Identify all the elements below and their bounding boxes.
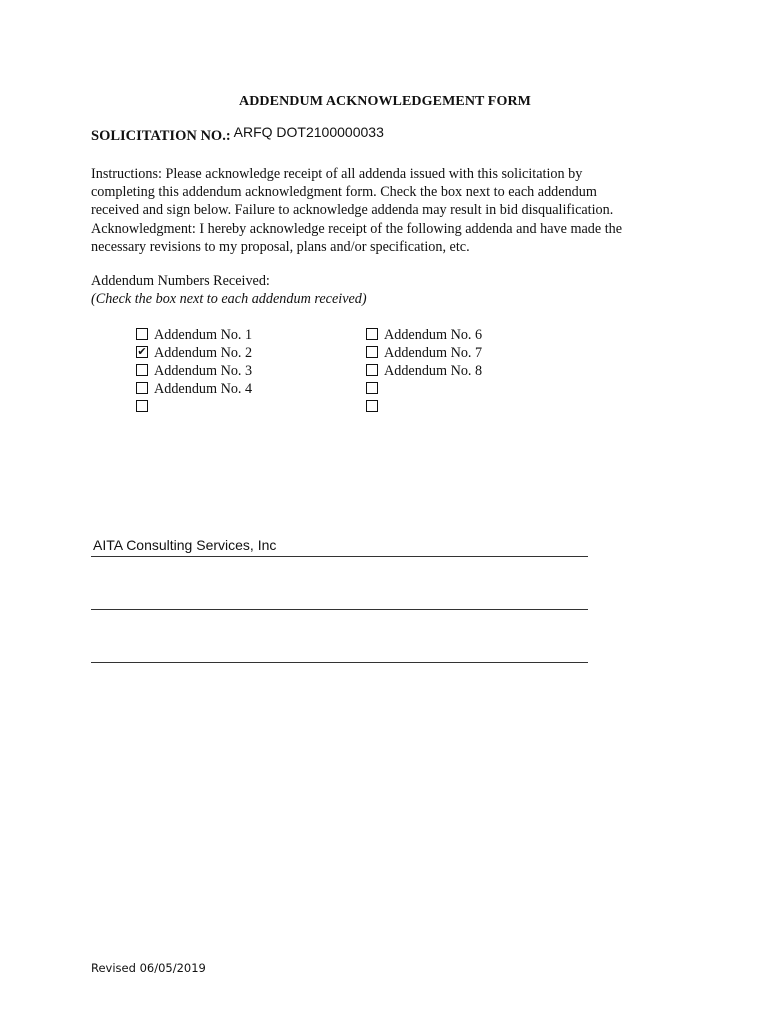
signature-line-company: [91, 556, 588, 557]
checkbox[interactable]: [136, 364, 148, 376]
checkbox-checked[interactable]: ✔: [137, 345, 147, 358]
received-heading: Addendum Numbers Received:: [91, 273, 270, 289]
signature-line-3[interactable]: [91, 662, 588, 663]
solicitation-number-field[interactable]: ARFQ DOT2100000033: [233, 124, 384, 140]
company-name-field[interactable]: AITA Consulting Services, Inc: [93, 537, 277, 553]
form-title: ADDENDUM ACKNOWLEDGEMENT FORM: [239, 94, 531, 109]
received-section: [91, 272, 671, 308]
checkbox[interactable]: [136, 400, 148, 412]
addendum-label: Addendum No. 8: [384, 363, 483, 379]
checkbox[interactable]: [136, 382, 148, 394]
signature-line-2[interactable]: [91, 609, 588, 610]
addendum-label: Addendum No. 3: [154, 363, 253, 379]
instructions-line: completing this addendum acknowledgment form. Check the box next to each addendum: [91, 184, 597, 201]
instructions-line: received and sign below. Failure to acknowledge addenda may result in bid disqualification.: [91, 202, 614, 219]
instructions-line: Instructions: Please acknowledge receipt of all addenda issued with this solicitation by: [91, 166, 583, 182]
addendum-label: Addendum No. 1: [154, 327, 253, 343]
checkbox[interactable]: [366, 400, 378, 412]
instructions-line: necessary revisions to my proposal, plans and/or specification, etc.: [91, 238, 470, 255]
received-note: (Check the box next to each addendum received): [91, 291, 367, 308]
addendum-label: Addendum No. 6: [384, 327, 483, 343]
solicitation-row: [91, 124, 384, 145]
instructions-line: Acknowledgment: I hereby acknowledge receipt of the following addenda and have made the: [91, 220, 623, 237]
addendum-label: Addendum No. 2: [154, 345, 253, 361]
revised-date: Revised 06/05/2019: [91, 961, 206, 975]
checkbox[interactable]: [366, 382, 378, 394]
checkbox[interactable]: [366, 328, 378, 340]
instructions-paragraph: [91, 165, 671, 256]
checkbox[interactable]: [366, 346, 378, 358]
checkbox[interactable]: [136, 328, 148, 340]
addendum-label: Addendum No. 4: [154, 381, 253, 397]
checkbox[interactable]: [366, 364, 378, 376]
solicitation-label: SOLICITATION NO.:: [91, 128, 231, 144]
addendum-label: Addendum No. 7: [384, 345, 483, 361]
